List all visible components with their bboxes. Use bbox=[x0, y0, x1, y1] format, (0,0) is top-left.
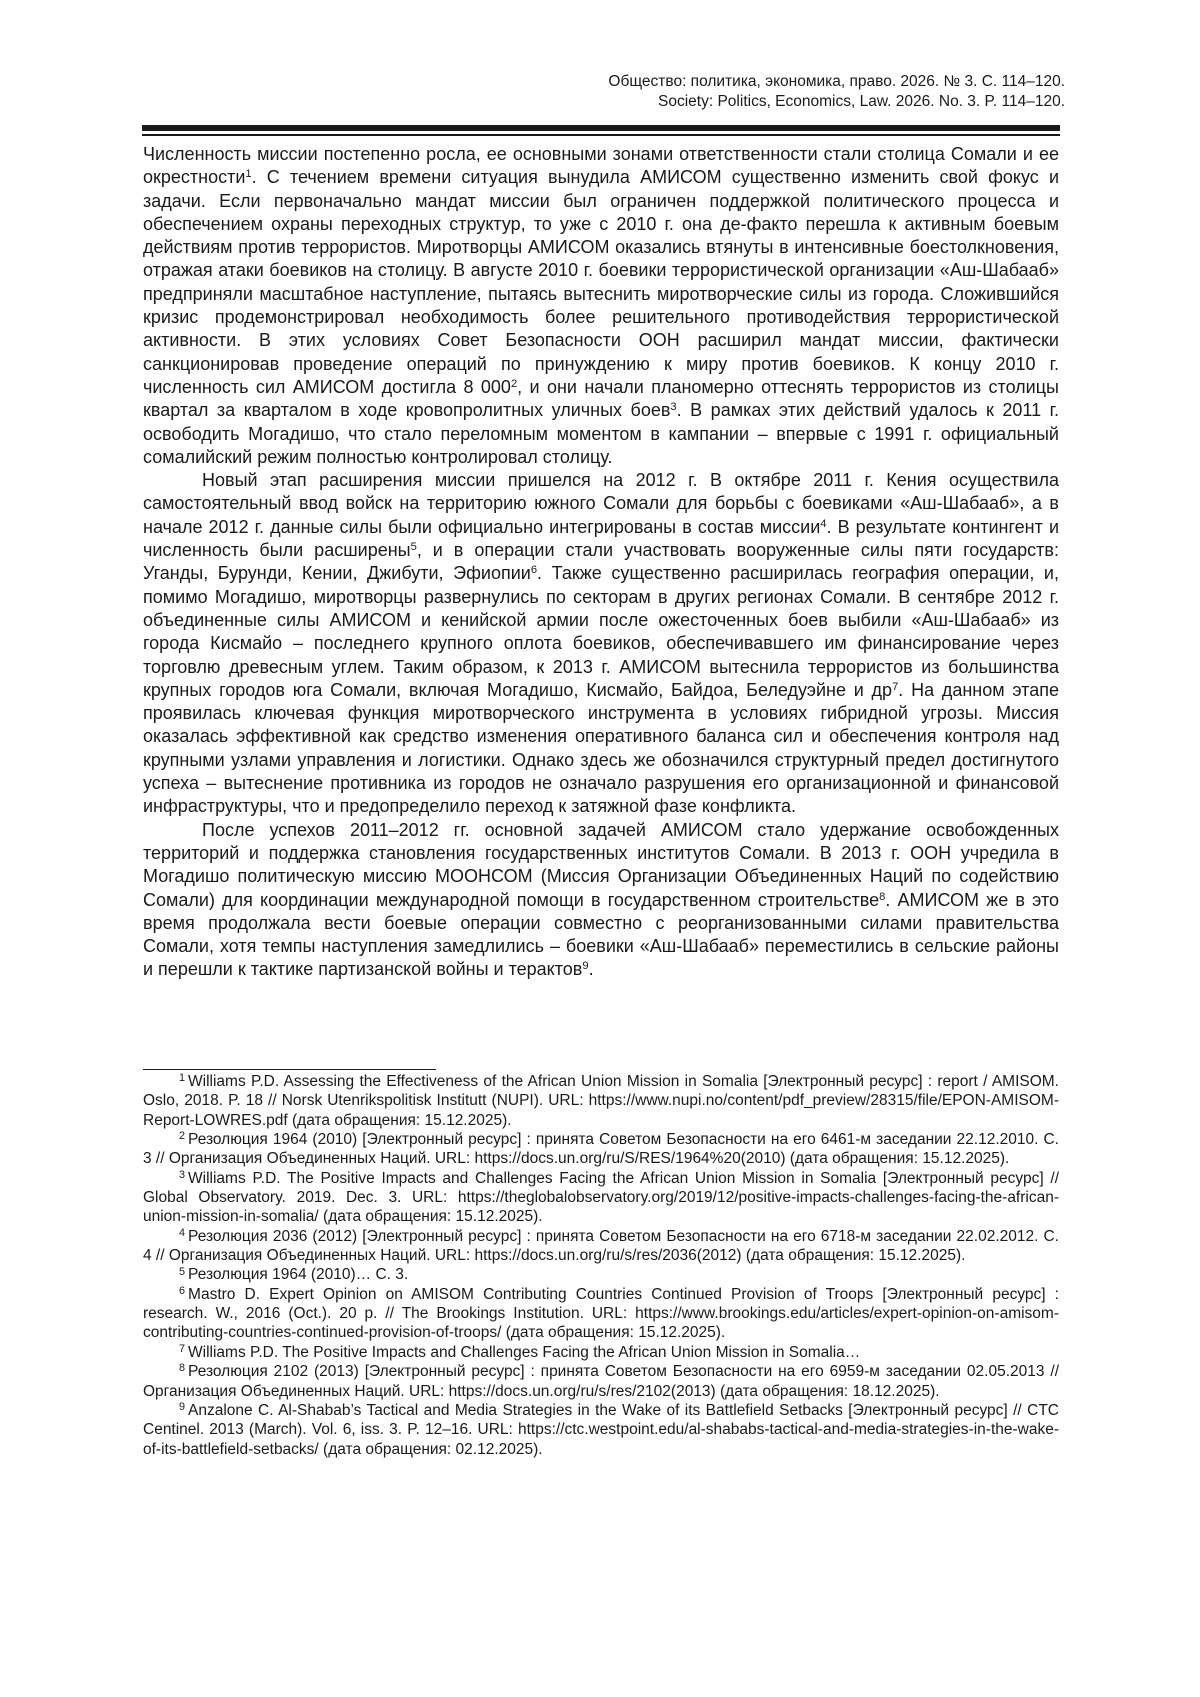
footnote-ref: 8 bbox=[879, 890, 886, 903]
paragraph-3: После успехов 2011–2012 гг. основной задачей АМИСОМ стало удержание освобожденных территорий и поддержка становления государственных институтов Сомали. В 2013 г. ООН учредила в Могадишо политическую миссию МООНСОМ (Миссия Организации Объединенных Наций по содействию Сомали) для координации международной помощи в государственном строительстве$^8$. АМИСОМ же в это время продолжала вести боевые операции совместно с реорганизованными силами правительства Сомали, хотя темпы наступления замедлились – боевики «Аш-Шабааб» переместились в сельские районы и перешли к тактике партизанской войны и терактов$^9$. bbox=[143, 819, 1059, 980]
footnote-3: $^3$ Williams P.D. The Positive Impacts and Challenges Facing the African Union Mission in Somalia [Электронный ресурс] // Global Observatory. 2019. Dec. 3. URL: https://theglobalobservatory.org/2019/12/positive-impacts-challenges-facing-the-african-union-mission-in-somalia/ (дата обращения: 15.12.2025). bbox=[143, 1168, 1059, 1226]
footnote-ref: 9 bbox=[582, 960, 589, 973]
footnote-4: $^4$ Резолюция 2036 (2012) [Электронный ресурс] : принята Советом Безопасности на его 6718-м заседании 22.02.2012. С. 4 // Организация Объединенных Наций. URL: https://docs.un.org/ru/s/res/2036(2012) (дата обращения: 15.12.2025). bbox=[143, 1226, 1059, 1265]
paragraph-2: Новый этап расширения миссии пришелся на 2012 г. В октябре 2011 г. Кения осуществила самостоятельный ввод войск на территорию южного Сомали для борьбы с боевиками «Аш-Шабааб», а в начале 2012 г. данные силы были официально интегрированы в состав миссии$^4$. В результате контингент и численность были расширены$^5$, и в операции стали участвовать вооруженные силы пяти государств: Уганды, Бурунди, Кении, Джибути, Эфиопии$^6$. Также существенно расширилась география операции, и, помимо Могадишо, миротворцы развернулись по секторам в других регионах Сомали. В сентябре 2012 г. объединенные силы АМИСОМ и кенийской армии после ожесточенных боев выбили «Аш-Шабааб» из города Кисмайо – последнего крупного оплота боевиков, обеспечивавшего им финансирование через торговлю древесным углем. Таким образом, к 2013 г. АМИСОМ вытеснила террористов из большинства крупных городов юга Сомали, включая Могадишо, Кисмайо, Байдоа, Беледуэйне и $др^7$. На данном этапе проявилась ключевая функция миротворческого инструмента в условиях гибридной угрозы. Миссия оказалась эффективной как средство изменения оперативного баланса сил и обеспечения контроля над крупными узлами управления и логистики. Однако здесь же обозначился структурный предел достигнутого успеха – вытеснение противника из городов не означало разрушения его организационной и финансовой инфраструктуры, что и предопределило переход к затяжной фазе конфликта. bbox=[143, 470, 1060, 817]
header-line-ru: Общество: политика, экономика, право. 2026. № 3. С. 114–120. bbox=[608, 73, 1065, 90]
footnote-2: $^2$ Резолюция 1964 (2010) [Электронный ресурс] : принята Советом Безопасности на его 6461-м заседании 22.12.2010. С. 3 // Организация Объединенных Наций. URL: https://docs.un.org/ru/S/RES/1964%20(2010) (дата обращения: 15.12.2025). bbox=[143, 1130, 1059, 1168]
footnote-7: $^7$ Williams P.D. The Positive Impacts and Challenges Facing the African Union Mission in Somalia… bbox=[179, 1342, 861, 1361]
footnote-9: $^9$ Anzalone C. Al-Shabab’s Tactical and Media Strategies in the Wake of its Battlefield Setbacks [Электронный ресурс] // CTC Centinel. 2013 (March). Vol. 6, iss. 3. P. 12–16. URL: https://ctc.westpoint.edu/al-shababs-tactical-and-media-strategies-in-the-wake-of-its-battlefield-setbacks/ (дата обращения: 02.12.2025). bbox=[143, 1400, 1059, 1458]
footnote-ref: 7 bbox=[892, 680, 899, 693]
footnote-6: $^6$ Mastro D. Expert Opinion on AMISOM Contributing Countries Continued Provision of Troops [Электронный ресурс] : research. W., 2016 (Oct.). 20 p. // The Brookings Institution. URL: https://www.brookings.edu/articles/expert-opinion-on-amisom-contributing-countries-continued-provision-of-troops/ (дата обращения: 15.12.2025). bbox=[143, 1284, 1059, 1342]
header-rule-thick bbox=[142, 125, 1060, 131]
footnote-5: $^5$ Резолюция 1964 (2010)… С. 3. bbox=[179, 1265, 409, 1284]
footnote-ref: 1 bbox=[245, 168, 252, 181]
footnote-ref: 3 bbox=[670, 401, 677, 414]
running-header bbox=[265, 72, 1065, 112]
footnotes bbox=[143, 1072, 1059, 1459]
header-line-en: Society: Politics, Economics, Law. 2026. No. 3. P. 114–120. bbox=[658, 93, 1065, 110]
paragraph-1: Численность миссии постепенно росла, ее основными зонами ответственности стали столица Сомали и ее окрестности$^1$. С течением времени ситуация вынудила АМИСОМ существенно изменить свой фокус и задачи. Если первоначально мандат миссии был ограничен поддержкой политического процесса и обеспечением охраны переходных структур, то уже с 2010 г. она де-факто перешла к активным боевым действиям против террористов. Миротворцы АМИСОМ оказались втянуты в интенсивные боестолкновения, отражая атаки боевиков на столицу. В августе 2010 г. боевики террористической организации «Аш-Шабааб» предприняли масштабное наступление, пытаясь вытеснить миротворческие силы из города. Сложившийся кризис продемонстрировал необходимость более решительного противодействия террористической активности. В этих условиях Совет Безопасности ООН расширил мандат миссии, фактически санкционировав проведение операций по принуждению к миру против боевиков. К концу 2010 г. численность сил АМИСОМ достигла 8 $000^2$, и они начали планомерно оттеснять террористов из столицы квартал за кварталом в ходе кровопролитных уличных боев$^3$. В рамках этих действий удалось к 2011 г. освободить Могадишо, что стало переломным моментом в кампании – впервые с 1991 г. официальный сомалийский режим полностью контролировал столицу. bbox=[143, 144, 1059, 467]
footnote-1: $^1$ Williams P.D. Assessing the Effectiveness of the African Union Mission in Somalia [Электронный ресурс] : report / AMISOM. Oslo, 2018. P. 18 // Norsk Utenrikspolitisk Institutt (NUPI). URL: https://www.nupi.no/content/pdf_preview/28315/file/EPON-AMISOM-Report-LOWRES.pdf (дата обращения: 15.12.2025). bbox=[143, 1072, 1059, 1129]
footnote-ref: 4 bbox=[820, 517, 827, 530]
header-rule-thin bbox=[142, 134, 1060, 136]
footnote-8: $^8$ Резолюция 2102 (2013) [Электронный ресурс] : принята Советом Безопасности на его 6959-м заседании 02.05.2013 // Организация Объединенных Наций. URL: https://docs.un.org/ru/s/res/2102(2013) (дата обращения: 18.12.2025). bbox=[143, 1362, 1059, 1400]
footnote-ref: 5 bbox=[410, 540, 417, 553]
body-text bbox=[143, 143, 1059, 982]
footnote-ref: 6 bbox=[530, 564, 538, 577]
footnote-separator bbox=[143, 1069, 436, 1070]
footnote-ref: 2 bbox=[510, 377, 518, 390]
